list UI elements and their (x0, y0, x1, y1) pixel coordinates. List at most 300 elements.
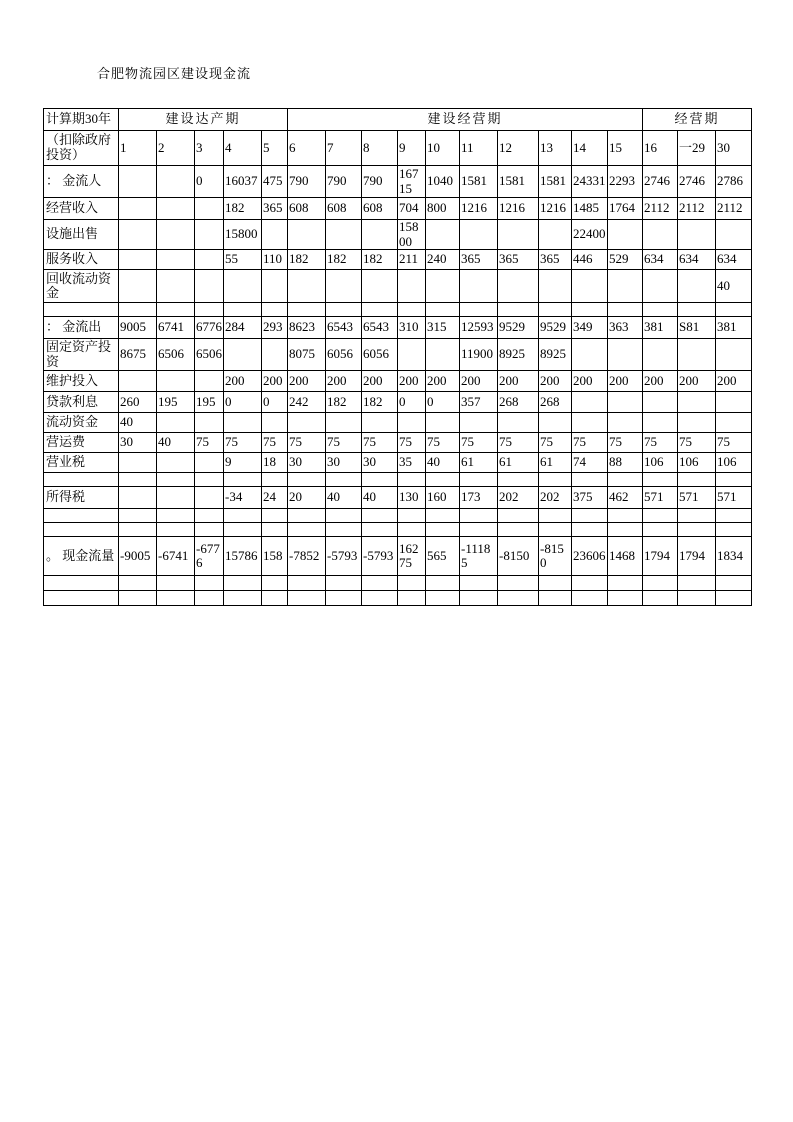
table-cell: 110 (262, 250, 288, 270)
table-cell: 9 (224, 453, 262, 473)
table-cell: 15786 (224, 537, 262, 576)
table-cell (643, 392, 678, 413)
table-cell: 106 (643, 453, 678, 473)
table-row (44, 392, 752, 413)
table-cell: 2746 (643, 166, 678, 198)
table-cell (262, 339, 288, 371)
table-cell: 200 (460, 371, 498, 392)
table-cell (498, 523, 539, 537)
table-cell: 40 (716, 270, 752, 303)
row-label: 固定资产投资 (44, 339, 119, 371)
row-label: ： 金流出 (44, 317, 119, 339)
table-cell (678, 509, 716, 523)
table-cell: 375 (572, 487, 608, 509)
table-cell: 1485 (572, 198, 608, 220)
table-cell (288, 523, 326, 537)
table-cell (288, 473, 326, 487)
table-cell (119, 250, 157, 270)
table-cell (498, 473, 539, 487)
table-cell (426, 413, 460, 433)
table-cell: 1216 (539, 198, 572, 220)
table-cell: 30 (119, 433, 157, 453)
table-cell: 462 (608, 487, 643, 509)
table-cell: 1581 (498, 166, 539, 198)
table-cell (398, 523, 426, 537)
table-cell (157, 523, 195, 537)
table-cell: 9005 (119, 317, 157, 339)
calc-period-label: 计算期30年 (44, 109, 119, 131)
row-label (44, 509, 119, 523)
table-cell (498, 509, 539, 523)
table-cell: 24331 (572, 166, 608, 198)
table-cell: 23606 (572, 537, 608, 576)
blank-row (44, 509, 752, 523)
table-cell (460, 303, 498, 317)
table-cell (398, 591, 426, 606)
blank-row (44, 576, 752, 591)
table-cell (608, 509, 643, 523)
row-label (44, 303, 119, 317)
table-cell (362, 303, 398, 317)
table-cell: 2112 (678, 198, 716, 220)
row-label: 回收流动资金 (44, 270, 119, 303)
table-cell (678, 576, 716, 591)
row-label-header: （扣除政府投资） (44, 131, 119, 166)
table-cell: 0 (195, 166, 224, 198)
table-cell (716, 392, 752, 413)
table-cell: 15800 (224, 220, 262, 250)
table-cell (608, 220, 643, 250)
table-cell (362, 576, 398, 591)
table-cell (157, 453, 195, 473)
table-cell: 1794 (678, 537, 716, 576)
table-cell (608, 413, 643, 433)
row-label: 贷款利息 (44, 392, 119, 413)
table-cell (262, 523, 288, 537)
table-cell (608, 303, 643, 317)
table-cell (362, 220, 398, 250)
table-cell (460, 576, 498, 591)
table-cell: 202 (539, 487, 572, 509)
table-cell: 106 (716, 453, 752, 473)
table-cell: -6741 (157, 537, 195, 576)
year-header: 8 (362, 131, 398, 166)
table-cell: 6056 (326, 339, 362, 371)
table-cell: 75 (326, 433, 362, 453)
table-cell (195, 453, 224, 473)
table-cell: 75 (288, 433, 326, 453)
blank-row (44, 473, 752, 487)
table-cell (572, 339, 608, 371)
table-cell (119, 166, 157, 198)
table-cell: 158 (262, 537, 288, 576)
table-cell (678, 413, 716, 433)
table-cell (398, 473, 426, 487)
table-cell: 75 (460, 433, 498, 453)
table-cell (119, 473, 157, 487)
table-cell: 12593 (460, 317, 498, 339)
table-cell: 1764 (608, 198, 643, 220)
table-cell (262, 509, 288, 523)
table-cell (678, 220, 716, 250)
table-cell (608, 392, 643, 413)
table-cell (157, 220, 195, 250)
table-cell (678, 270, 716, 303)
year-header: 13 (539, 131, 572, 166)
table-cell: 363 (608, 317, 643, 339)
table-cell: 24 (262, 487, 288, 509)
table-cell (362, 413, 398, 433)
table-cell: 20 (288, 487, 326, 509)
table-cell (224, 473, 262, 487)
table-cell: -5793 (326, 537, 362, 576)
table-cell (426, 339, 460, 371)
table-cell (157, 509, 195, 523)
table-row (44, 433, 752, 453)
table-cell (195, 576, 224, 591)
table-cell: 200 (678, 371, 716, 392)
table-cell: 106 (678, 453, 716, 473)
table-cell: 1216 (498, 198, 539, 220)
table-cell (643, 339, 678, 371)
table-cell: 182 (326, 250, 362, 270)
table-cell: 529 (608, 250, 643, 270)
table-cell (716, 413, 752, 433)
table-cell: 9529 (539, 317, 572, 339)
table-cell (195, 371, 224, 392)
table-cell: 1040 (426, 166, 460, 198)
table-cell (157, 487, 195, 509)
table-cell (460, 473, 498, 487)
table-cell: 260 (119, 392, 157, 413)
period-header: 建设达产期 (119, 109, 288, 131)
table-cell: 75 (224, 433, 262, 453)
table-cell (539, 220, 572, 250)
year-header: 3 (195, 131, 224, 166)
table-cell: 11900 (460, 339, 498, 371)
table-cell: 75 (678, 433, 716, 453)
row-label: 。 现金流量 (44, 537, 119, 576)
table-cell (288, 220, 326, 250)
table-cell (426, 220, 460, 250)
table-cell (224, 509, 262, 523)
table-cell (678, 392, 716, 413)
table-cell: 16275 (398, 537, 426, 576)
table-cell (326, 413, 362, 433)
table-cell (572, 473, 608, 487)
table-cell (426, 523, 460, 537)
table-cell: 200 (398, 371, 426, 392)
table-cell: -7852 (288, 537, 326, 576)
table-cell (643, 576, 678, 591)
table-cell (262, 576, 288, 591)
table-cell: 315 (426, 317, 460, 339)
table-cell: 40 (362, 487, 398, 509)
table-cell (398, 509, 426, 523)
table-cell: 211 (398, 250, 426, 270)
table-cell (426, 473, 460, 487)
table-cell: 40 (326, 487, 362, 509)
table-row (44, 270, 752, 303)
year-header: 30 (716, 131, 752, 166)
table-cell: 8675 (119, 339, 157, 371)
year-header: 5 (262, 131, 288, 166)
table-cell (224, 339, 262, 371)
table-cell: -34 (224, 487, 262, 509)
table-cell: 6506 (157, 339, 195, 371)
table-cell: 75 (195, 433, 224, 453)
table-cell (157, 591, 195, 606)
table-cell (262, 303, 288, 317)
table-cell (224, 303, 262, 317)
table-cell: 182 (362, 392, 398, 413)
table-cell: 2112 (643, 198, 678, 220)
table-cell (678, 303, 716, 317)
table-cell: 6776 (195, 317, 224, 339)
table-cell (460, 523, 498, 537)
table-cell: 571 (716, 487, 752, 509)
table-cell (572, 509, 608, 523)
table-cell (288, 576, 326, 591)
table-cell: 200 (498, 371, 539, 392)
table-cell (262, 473, 288, 487)
table-cell: 608 (362, 198, 398, 220)
table-cell: 40 (119, 413, 157, 433)
table-cell: 634 (678, 250, 716, 270)
table-cell: 75 (572, 433, 608, 453)
table-cell (460, 591, 498, 606)
table-cell (288, 591, 326, 606)
table-cell: 35 (398, 453, 426, 473)
table-cell (608, 523, 643, 537)
table-cell: 8925 (498, 339, 539, 371)
table-cell: 75 (608, 433, 643, 453)
row-label: ： 金流人 (44, 166, 119, 198)
row-label: 设施出售 (44, 220, 119, 250)
table-cell (572, 303, 608, 317)
table-cell (326, 220, 362, 250)
table-cell: 310 (398, 317, 426, 339)
year-header: 9 (398, 131, 426, 166)
table-cell: 1468 (608, 537, 643, 576)
table-cell (195, 509, 224, 523)
table-cell (326, 509, 362, 523)
table-cell: 6506 (195, 339, 224, 371)
table-cell: 571 (678, 487, 716, 509)
table-cell (398, 270, 426, 303)
table-cell: S81 (678, 317, 716, 339)
table-cell (195, 473, 224, 487)
table-cell (716, 220, 752, 250)
table-cell: 2746 (678, 166, 716, 198)
table-row (44, 166, 752, 198)
table-cell: 1834 (716, 537, 752, 576)
table-cell (539, 591, 572, 606)
table-cell (608, 270, 643, 303)
table-cell (539, 270, 572, 303)
table-cell: 608 (326, 198, 362, 220)
table-cell: -11185 (460, 537, 498, 576)
table-cell (539, 576, 572, 591)
table-cell: 202 (498, 487, 539, 509)
table-cell (539, 303, 572, 317)
table-cell (195, 591, 224, 606)
table-cell: 475 (262, 166, 288, 198)
year-header: 6 (288, 131, 326, 166)
row-label: 服务收入 (44, 250, 119, 270)
year-header: 一29 (678, 131, 716, 166)
table-cell (498, 220, 539, 250)
table-cell (608, 339, 643, 371)
table-cell (643, 220, 678, 250)
table-cell (195, 220, 224, 250)
table-cell: 16715 (398, 166, 426, 198)
table-cell: 0 (262, 392, 288, 413)
table-cell: 30 (362, 453, 398, 473)
table-cell: 61 (539, 453, 572, 473)
table-cell (362, 591, 398, 606)
row-label (44, 591, 119, 606)
table-cell: 357 (460, 392, 498, 413)
table-cell (157, 303, 195, 317)
year-header: 10 (426, 131, 460, 166)
table-cell (678, 473, 716, 487)
row-label (44, 473, 119, 487)
year-header: 11 (460, 131, 498, 166)
table-cell: 268 (539, 392, 572, 413)
table-cell (195, 198, 224, 220)
table-cell (326, 523, 362, 537)
period-header-row (44, 109, 752, 131)
table-cell: 200 (608, 371, 643, 392)
table-cell: 195 (195, 392, 224, 413)
table-cell: 704 (398, 198, 426, 220)
table-cell (119, 198, 157, 220)
table-cell: 9529 (498, 317, 539, 339)
table-cell: 75 (426, 433, 460, 453)
table-cell: -8150 (539, 537, 572, 576)
table-cell (643, 473, 678, 487)
table-cell: 2112 (716, 198, 752, 220)
year-header: 16 (643, 131, 678, 166)
table-cell (119, 453, 157, 473)
table-cell (426, 576, 460, 591)
table-cell (572, 392, 608, 413)
table-cell: 75 (362, 433, 398, 453)
table-cell (157, 576, 195, 591)
table-cell (224, 413, 262, 433)
table-cell (119, 270, 157, 303)
table-cell: -9005 (119, 537, 157, 576)
table-cell: 571 (643, 487, 678, 509)
table-cell (119, 509, 157, 523)
period-header: 建设经营期 (288, 109, 643, 131)
table-cell: -6776 (195, 537, 224, 576)
table-cell (119, 576, 157, 591)
table-cell: 75 (643, 433, 678, 453)
table-cell: 0 (398, 392, 426, 413)
table-cell (716, 523, 752, 537)
table-cell: 1581 (539, 166, 572, 198)
table-row (44, 220, 752, 250)
year-header: 7 (326, 131, 362, 166)
table-cell (195, 487, 224, 509)
table-cell: 0 (224, 392, 262, 413)
table-row (44, 413, 752, 433)
table-cell (498, 576, 539, 591)
table-cell (426, 591, 460, 606)
table-cell: 2293 (608, 166, 643, 198)
table-cell: 790 (326, 166, 362, 198)
cash-flow-table (43, 108, 752, 606)
table-cell: 74 (572, 453, 608, 473)
table-cell (572, 576, 608, 591)
table-cell: 240 (426, 250, 460, 270)
table-row (44, 317, 752, 339)
table-cell: 55 (224, 250, 262, 270)
table-cell: 200 (572, 371, 608, 392)
table-cell (224, 270, 262, 303)
table-row (44, 371, 752, 392)
table-cell (326, 303, 362, 317)
year-header-row (44, 131, 752, 166)
table-cell: 446 (572, 250, 608, 270)
table-cell (362, 523, 398, 537)
year-header: 4 (224, 131, 262, 166)
table-cell (195, 270, 224, 303)
table-cell (498, 303, 539, 317)
table-cell (119, 371, 157, 392)
table-cell: 75 (716, 433, 752, 453)
table-cell: 40 (157, 433, 195, 453)
table-cell: 195 (157, 392, 195, 413)
table-cell: 790 (362, 166, 398, 198)
table-cell (195, 303, 224, 317)
table-cell: 608 (288, 198, 326, 220)
table-cell (643, 523, 678, 537)
table-cell: 200 (326, 371, 362, 392)
table-cell (643, 509, 678, 523)
table-cell (572, 413, 608, 433)
table-cell: 8925 (539, 339, 572, 371)
table-cell: 365 (460, 250, 498, 270)
table-cell: 182 (288, 250, 326, 270)
table-cell (362, 270, 398, 303)
table-cell: -8150 (498, 537, 539, 576)
table-cell (539, 413, 572, 433)
year-header: 15 (608, 131, 643, 166)
table-cell (195, 413, 224, 433)
table-cell: 40 (426, 453, 460, 473)
table-cell: 1794 (643, 537, 678, 576)
table-cell: 200 (539, 371, 572, 392)
table-cell (157, 473, 195, 487)
table-cell: 18 (262, 453, 288, 473)
table-cell: 75 (539, 433, 572, 453)
year-header: 12 (498, 131, 539, 166)
row-label (44, 523, 119, 537)
table-cell: 365 (539, 250, 572, 270)
period-header: 经营期 (643, 109, 752, 131)
table-cell (326, 576, 362, 591)
table-cell (426, 270, 460, 303)
table-cell (262, 413, 288, 433)
table-cell (288, 509, 326, 523)
table-cell (119, 220, 157, 250)
table-cell: 15800 (398, 220, 426, 250)
table-cell: 381 (643, 317, 678, 339)
table-cell (460, 270, 498, 303)
